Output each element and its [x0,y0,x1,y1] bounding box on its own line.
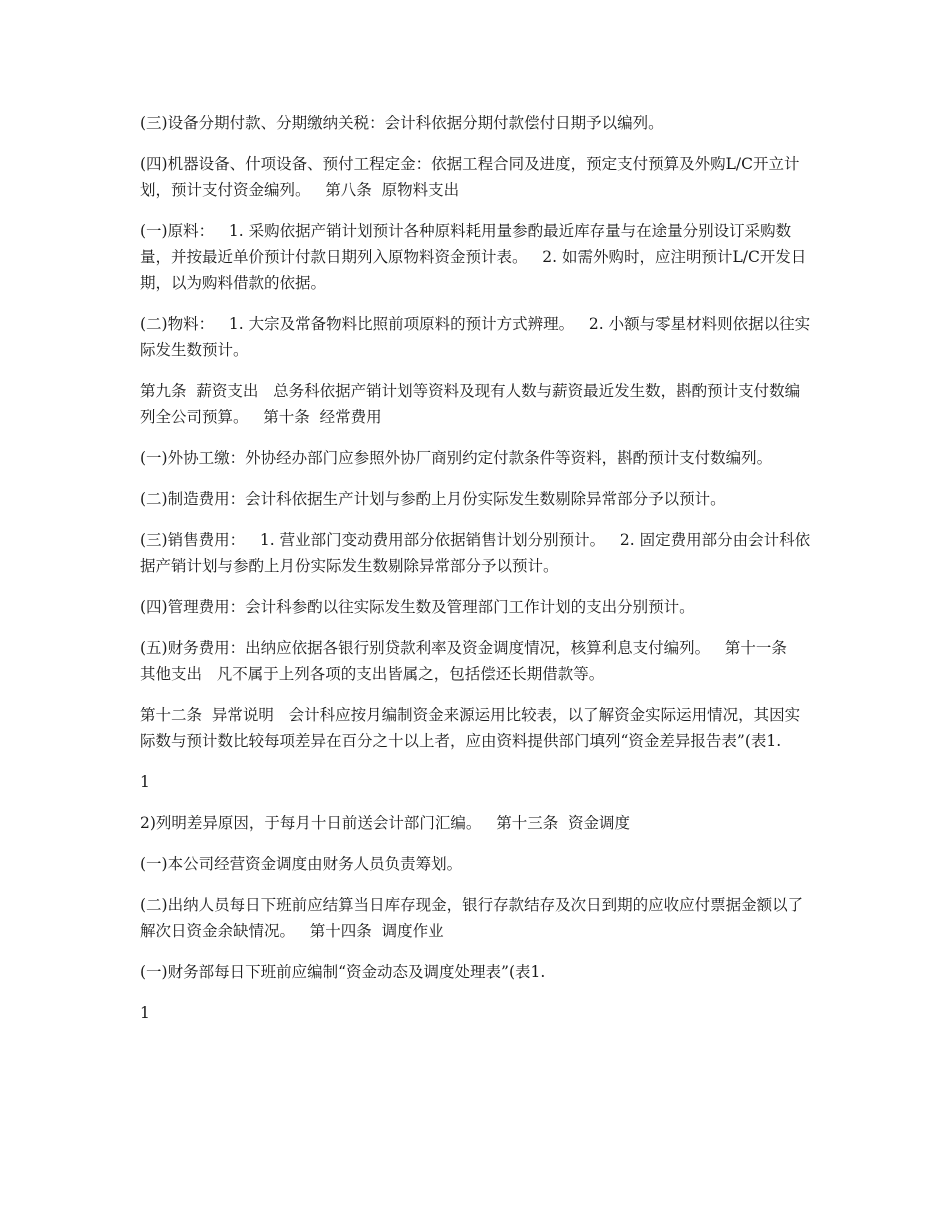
paragraph: 第九条 薪资支出 总务科依据产销计划等资料及现有人数与薪资最近发生数，斟酌预计支付数编列全公司预算。 第十条 经常费用 [140,382,801,426]
paragraph: (二)制造费用：会计科依据生产计划与参酌上月份实际发生数剔除异常部分予以预计。 [140,490,726,508]
page-fragment-number: 1 [140,773,150,791]
paragraph: (一)财务部每日下班前应编制“资金动态及调度处理表”(表1. [140,963,546,981]
paragraph: 2)列明差异原因，于每月十日前送会计部门汇编。 第十三条 资金调度 [140,814,631,832]
paragraph: (五)财务费用：出纳应依据各银行别贷款利率及资金调度情况，核算利息支付编列。 第十一条 其他支出 凡不属于上列各项的支出皆属之，包括偿还长期借款等。 [140,639,797,683]
paragraph: (一)外协工缴：外协经办部门应参照外协厂商别约定付款条件等资料，斟酌预计支付数编列。 [140,449,773,467]
paragraph: (一)原料： 1. 采购依据产销计划预计各种原料耗用量参酌最近库存量与在途量分别设订采购数量，并按最近单价预计付款日期列入原物料资金预计表。 2. 如需外购时，应注明预计L/C开发日期，以为购料借款的依据。 [140,222,807,292]
paragraph: (四)机器设备、什项设备、预付工程定金：依据工程合同及进度，预定支付预算及外购L/C开立计划，预计支付资金编列。 第八条 原物料支出 [140,155,800,199]
document-body [140,110,812,1041]
page-fragment-number: 1 [140,1004,150,1022]
paragraph: (二)出纳人员每日下班前应结算当日库存现金，银行存款结存及次日到期的应收应付票据金额以了解次日资金余缺情况。 第十四条 调度作业 [140,896,804,940]
paragraph: (三)销售费用： 1. 营业部门变动费用部分依据销售计划分别预计。 2. 固定费用部分由会计科依据产销计划与参酌上月份实际发生数剔除异常部分予以预计。 [140,531,811,575]
paragraph: 第十二条 异常说明 会计科应按月编制资金来源运用比较表，以了解资金实际运用情况，其因实际数与预计数比较每项差异在百分之十以上者，应由资料提供部门填列“资金差异报告表”(表1. [140,706,801,750]
paragraph: (三)设备分期付款、分期缴纳关税：会计科依据分期付款偿付日期予以编列。 [140,114,664,132]
paragraph: (一)本公司经营资金调度由财务人员负责筹划。 [140,855,463,873]
paragraph: (四)管理费用：会计科参酌以往实际发生数及管理部门工作计划的支出分别预计。 [140,598,695,616]
paragraph: (二)物料： 1. 大宗及常备物料比照前项原料的预计方式辨理。 2. 小额与零星材料则依据以往实际发生数预计。 [140,315,811,359]
